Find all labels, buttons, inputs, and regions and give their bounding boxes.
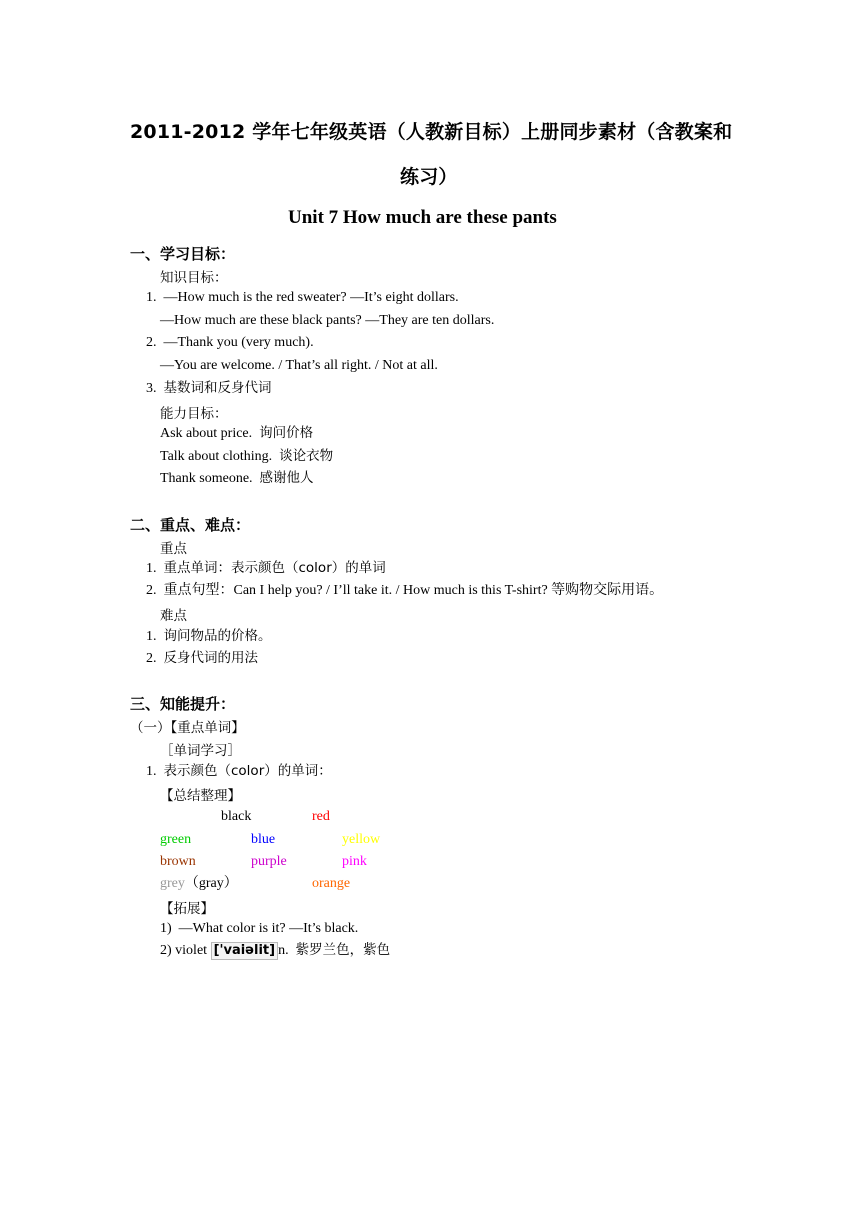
ability-en: Talk about clothing. (160, 449, 273, 464)
item-text: 询问物品的价格。 (163, 628, 272, 644)
item-text: —Thank you (very much). (163, 335, 314, 350)
ability-item-3 (160, 469, 314, 488)
ability-label: 能力目标： (160, 406, 228, 422)
word-study-label: ［单词学习］ (160, 743, 241, 759)
objective-item-2 (146, 334, 314, 352)
item-number: 1. (146, 561, 157, 576)
objective-item-1 (146, 289, 459, 307)
item-number: 2. (146, 583, 157, 598)
color-word-yellow: yellow (342, 832, 381, 847)
vocab-word: violet (175, 943, 208, 958)
color-word-black: black (221, 809, 252, 824)
item-number: 1. (146, 290, 157, 305)
ability-item-2 (160, 447, 333, 466)
ability-item-1 (160, 424, 313, 443)
expand-item-2 (160, 941, 390, 960)
key-item-1 (146, 559, 386, 578)
section3-heading: 三、知能提升： (130, 695, 236, 713)
color-word-grey-row (160, 875, 238, 893)
ability-en: Thank someone. (160, 471, 253, 486)
color-word-orange: orange (312, 876, 351, 891)
color-word-brown: brown (160, 854, 196, 869)
ability-en: Ask about price. (160, 426, 253, 441)
unit-title: Unit 7 How much are these pants (288, 207, 557, 228)
item-number: 1. (146, 764, 157, 779)
item-number: 1. (146, 629, 157, 644)
item-text: 基数词和反身代词 (163, 380, 272, 396)
color-word-grey: grey (160, 876, 185, 891)
summary-label: 【总结整理】 (160, 788, 241, 804)
subsection-key-words: （一）【重点单词】 (130, 720, 245, 736)
color-word-green: green (160, 832, 192, 847)
item-number: 1) (160, 921, 172, 936)
vocab-meaning: 紫罗兰色，紫色 (295, 942, 391, 958)
color-word-red: red (312, 809, 330, 824)
ability-cn: 询问价格 (259, 425, 314, 441)
item-text: 重点句型：Can I help you? / I’ll take it. / How much is this T-shirt? 等购物交际用语。 (163, 583, 664, 598)
section2-heading: 二、重点、难点： (130, 516, 251, 534)
item-text: 表示颜色（color）的单词： (163, 763, 332, 779)
ability-cn: 感谢他人 (259, 470, 314, 486)
expand-label: 【拓展】 (160, 901, 214, 917)
color-word-purple: purple (251, 854, 287, 869)
key-item-2 (146, 582, 663, 600)
doc-title-line1: 2011-2012 学年七年级英语（人教新目标）上册同步素材（含教案和 (130, 121, 733, 143)
difficulty-item-1 (146, 627, 272, 646)
item-number: 2. (146, 651, 157, 666)
objective-item-3 (146, 379, 272, 398)
color-words-item (146, 762, 332, 781)
item-text: 反身代词的用法 (163, 650, 258, 666)
objective-item-2-line2: —You are welcome. / That’s all right. / Not at all. (160, 358, 438, 373)
color-word-blue: blue (251, 832, 276, 847)
color-word-pink: pink (342, 854, 367, 869)
expand-item-1 (160, 920, 358, 938)
difficulty-item-2 (146, 649, 258, 668)
item-number: 2. (146, 335, 157, 350)
doc-title-line2: 练习） (400, 166, 458, 188)
key-label: 重点 (160, 541, 187, 557)
part-of-speech: n. (278, 943, 289, 958)
knowledge-label: 知识目标： (160, 270, 228, 286)
phonetic-image: ['vaiəlit] (211, 942, 279, 960)
section1-heading: 一、学习目标： (130, 245, 236, 263)
objective-item-1-line2: —How much are these black pants? —They are ten dollars. (160, 313, 495, 328)
item-text: 重点单词：表示颜色（color）的单词 (163, 560, 386, 576)
item-text: —What color is it? —It’s black. (178, 921, 359, 936)
ability-cn: 谈论衣物 (279, 448, 334, 464)
color-word-gray-alt: （gray） (184, 876, 238, 891)
item-number: 2) (160, 943, 172, 958)
item-number: 3. (146, 381, 157, 396)
item-text: —How much is the red sweater? —It’s eight dollars. (163, 290, 459, 305)
difficulty-label: 难点 (160, 608, 187, 624)
